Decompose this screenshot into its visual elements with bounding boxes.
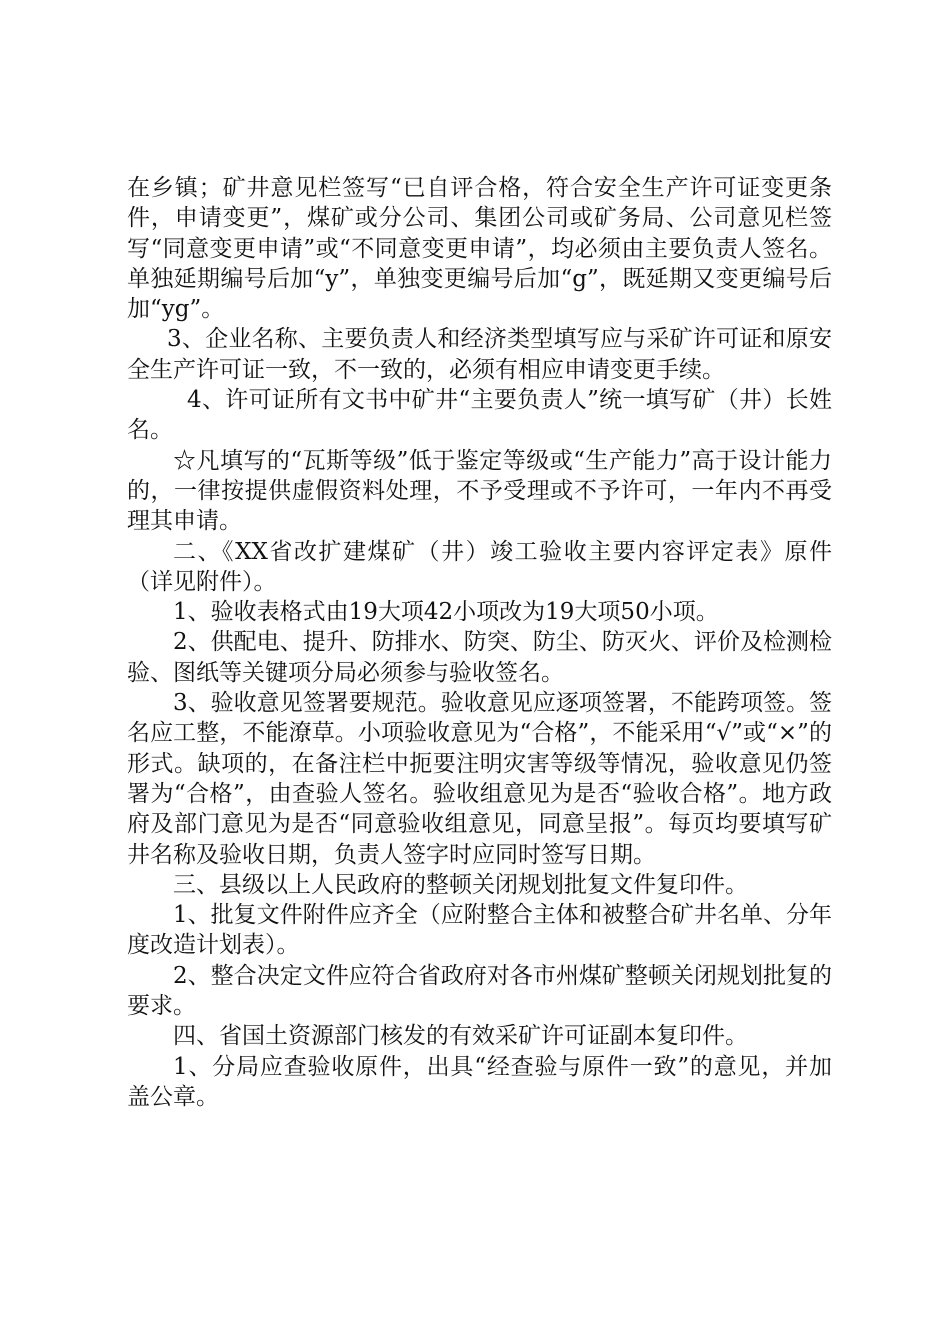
paragraph-item-1c: 1、分局应查验收原件，出具“经查验与原件一致”的意见，并加盖公章。 <box>127 1053 832 1110</box>
paragraph-item-3: 3、企业名称、主要负责人和经济类型填写应与采矿许可证和原安全生产许可证一致，不一致的，必须有相应申请变更手续。 <box>127 326 832 383</box>
paragraph-item-2: 2、供配电、提升、防排水、防突、防尘、防灭火、评价及检测检验、图纸等关键项分局必须参与验收签名。 <box>127 629 832 686</box>
paragraph-item-3b: 3、验收意见签署要规范。验收意见应逐项签署，不能跨项签。签名应工整，不能潦草。小项验收意见为“合格”，不能采用“√”或“×”的形式。缺项的，在备注栏中扼要注明灾害等级等情况，验收意见仍签署为“合格”，由查验人签名。验收组意见为是否“验收合格”。地方政府及部门意见为是否“同意验收组意见，同意呈报”。每页均要填写矿井名称及验收日期，负责人签字时应同时签写日期。 <box>127 690 832 868</box>
paragraph-item-1: 1、验收表格式由19大项42小项改为19大项50小项。 <box>173 599 719 626</box>
paragraph-item-1b: 1、批复文件附件应齐全（应附整合主体和被整合矿井名单、分年度改造计划表）。 <box>127 902 832 959</box>
document-body <box>127 173 832 1112</box>
section-heading-4: 四、省国土资源部门核发的有效采矿许可证副本复印件。 <box>173 1023 748 1050</box>
paragraph-item-2b: 2、整合决定文件应符合省政府对各市州煤矿整顿关闭规划批复的要求。 <box>127 962 832 1020</box>
paragraph-continued: 在乡镇；矿井意见栏签写“已自评合格，符合安全生产许可证变更条件，申请变更”，煤矿或分公司、集团公司或矿务局、公司意见栏签写“同意变更申请”或“不同意变更申请”，均必须由主要负责人签名。单独延期编号后加“y”，单独变更编号后加“g”，既延期又变更编号后加“yg”。 <box>127 175 832 323</box>
paragraph-item-4: 4、许可证所有文书中矿井“主要负责人”统一填写矿（井）长姓名。 <box>127 387 832 444</box>
section-heading-3: 三、县级以上人民政府的整顿关闭规划批复文件复印件。 <box>173 871 748 898</box>
paragraph-note: ☆凡填写的“瓦斯等级”低于鉴定等级或“生产能力”高于设计能力的，一律按提供虚假资料处理，不予受理或不予许可，一年内不再受理其申请。 <box>127 447 832 535</box>
section-heading-2: 二、《XX省改扩建煤矿（井）竣工验收主要内容评定表》原件（详见附件）。 <box>127 538 832 595</box>
